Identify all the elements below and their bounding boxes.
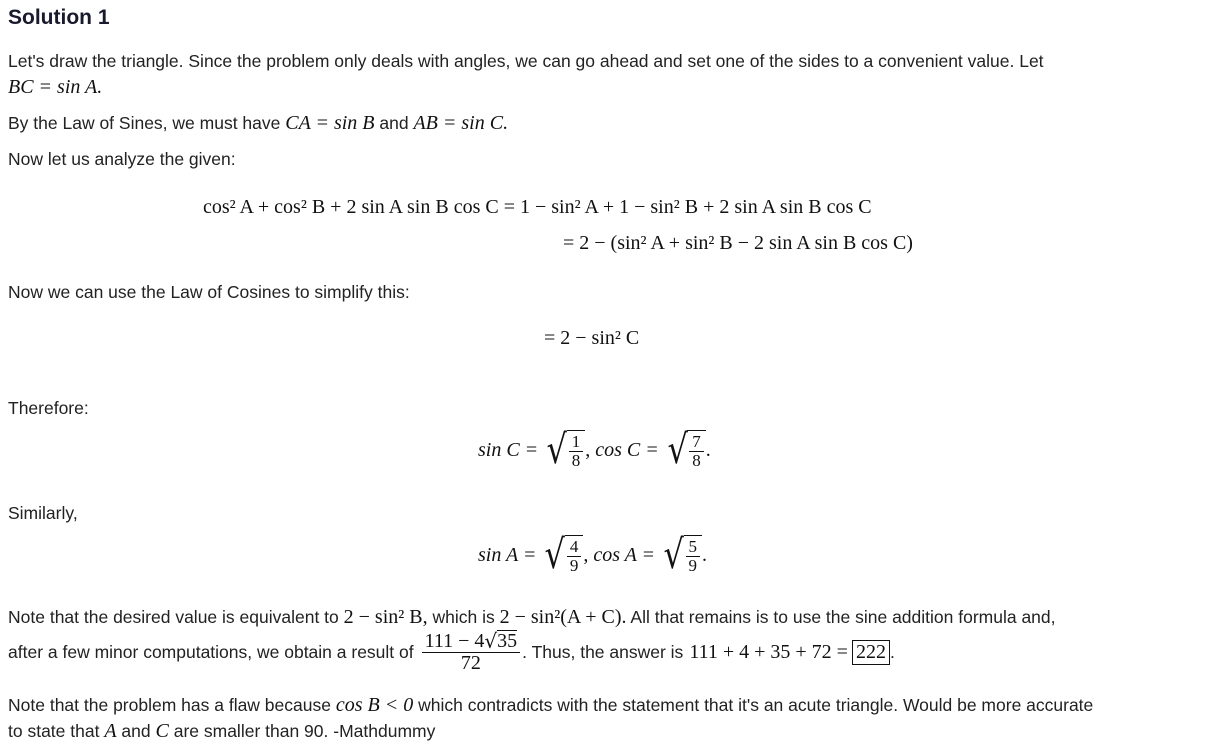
answer-box: 222 bbox=[852, 640, 890, 665]
flaw-text-b: which contradicts with the statement that it's an acute triangle. Would be more accurate bbox=[418, 695, 1094, 715]
desired-text-b: which is bbox=[432, 607, 495, 627]
fraction-numerator: 5 bbox=[686, 538, 701, 557]
sqrt-four-ninths: √ $\frac{4}{9}$ bbox=[542, 535, 583, 575]
sines-text-and: and bbox=[379, 113, 409, 133]
desired-text-c: All that remains is to use the sine addition formula and, bbox=[630, 607, 1056, 627]
equation-line-2: = 2 − (sin² A + sin² B − 2 sin A sin B cos C) bbox=[563, 232, 913, 254]
flaw-text-a: Note that the problem has a flaw because bbox=[8, 695, 331, 715]
intro-math: BC = sin A. bbox=[8, 76, 103, 98]
sines-math-ca: CA = sin B bbox=[285, 112, 375, 134]
paragraph-flaw-note bbox=[8, 692, 1093, 744]
equation-sin-cos-a: sin A = √ $\frac{4}{9}$ , cos A = √ $\frac{5}{9}$ . bbox=[478, 532, 707, 578]
desired-text-a: Note that the desired value is equivalent to bbox=[8, 607, 339, 627]
cos-a-label: cos A = bbox=[593, 543, 655, 566]
equation-sin-cos-c: sin C = √ $\frac{1}{8}$ , cos C = √ $\frac{7}{8}$ . bbox=[478, 427, 711, 473]
intro-text: Let's draw the triangle. Since the problem only deals with angles, we can go ahead and set one of the sides to a convenient value. Let bbox=[8, 51, 1044, 71]
paragraph-result: after a few minor computations, we obtain a result of 111 − 4 √ 35 72 . Thus, the answer is 111 + 4 + 35 + 72 = 222 . bbox=[8, 629, 895, 674]
solution-heading: Solution 1 bbox=[8, 6, 110, 29]
equation-sin-c-squared: = 2 − sin² C bbox=[544, 327, 640, 349]
sin-a-label: sin A = bbox=[478, 543, 537, 566]
flaw-text-d: and bbox=[121, 721, 151, 741]
cos-c-label: cos C = bbox=[595, 438, 659, 461]
desired-math-2: 2 − sin²(A + C). bbox=[499, 606, 627, 628]
paragraph-law-of-cosines: Now we can use the Law of Cosines to simplify this: bbox=[8, 282, 410, 302]
result-fraction: 111 − 4 √ 35 72 bbox=[422, 630, 521, 674]
flaw-math: cos B < 0 bbox=[335, 694, 414, 716]
result-text-a: after a few minor computations, we obtain a result of bbox=[8, 641, 414, 662]
flaw-text-e: are smaller than 90. -Mathdummy bbox=[173, 721, 436, 741]
fraction-numerator: 4 bbox=[567, 538, 582, 557]
answer-sum: 111 + 4 + 35 + 72 = bbox=[689, 640, 848, 663]
paragraph-law-of-sines bbox=[8, 110, 508, 136]
fraction-numerator: 1 bbox=[569, 433, 584, 452]
equation-line-1: cos² A + cos² B + 2 sin A sin B cos C = 1 − sin² A + 1 − sin² B + 2 sin A sin B cos C bbox=[203, 196, 872, 218]
paragraph-analyze: Now let us analyze the given: bbox=[8, 149, 236, 169]
fraction-denominator: 9 bbox=[569, 556, 579, 575]
fraction-denominator: 9 bbox=[688, 556, 697, 575]
sqrt-one-eighth: √ $\frac{1}{8}$ bbox=[544, 430, 585, 470]
fraction-denominator: 8 bbox=[571, 451, 581, 470]
flaw-math-c: C bbox=[155, 720, 169, 742]
fraction-numerator: 7 bbox=[689, 433, 704, 452]
sines-text-a: By the Law of Sines, we must have bbox=[8, 113, 281, 133]
sqrt-five-ninths: √ $\frac{5}{9}$ bbox=[661, 535, 702, 575]
paragraph-desired-value bbox=[8, 604, 1056, 630]
result-numerator: 111 − 4 bbox=[424, 630, 485, 652]
flaw-text-c: to state that bbox=[8, 721, 100, 741]
desired-math-1: 2 − sin² B, bbox=[343, 606, 428, 628]
sin-c-label: sin C = bbox=[478, 438, 539, 461]
result-radicand: 35 bbox=[497, 630, 518, 652]
paragraph-intro bbox=[8, 48, 1044, 100]
result-text-b: . Thus, the answer is bbox=[522, 641, 684, 662]
paragraph-similarly: Similarly, bbox=[8, 503, 78, 523]
fraction-denominator: 8 bbox=[692, 451, 701, 470]
sqrt-seven-eighths: √ $\frac{7}{8}$ bbox=[665, 430, 706, 470]
paragraph-therefore: Therefore: bbox=[8, 398, 89, 418]
result-denominator: 72 bbox=[460, 652, 481, 674]
sines-math-ab: AB = sin C. bbox=[413, 112, 509, 134]
flaw-math-a: A bbox=[104, 720, 117, 742]
